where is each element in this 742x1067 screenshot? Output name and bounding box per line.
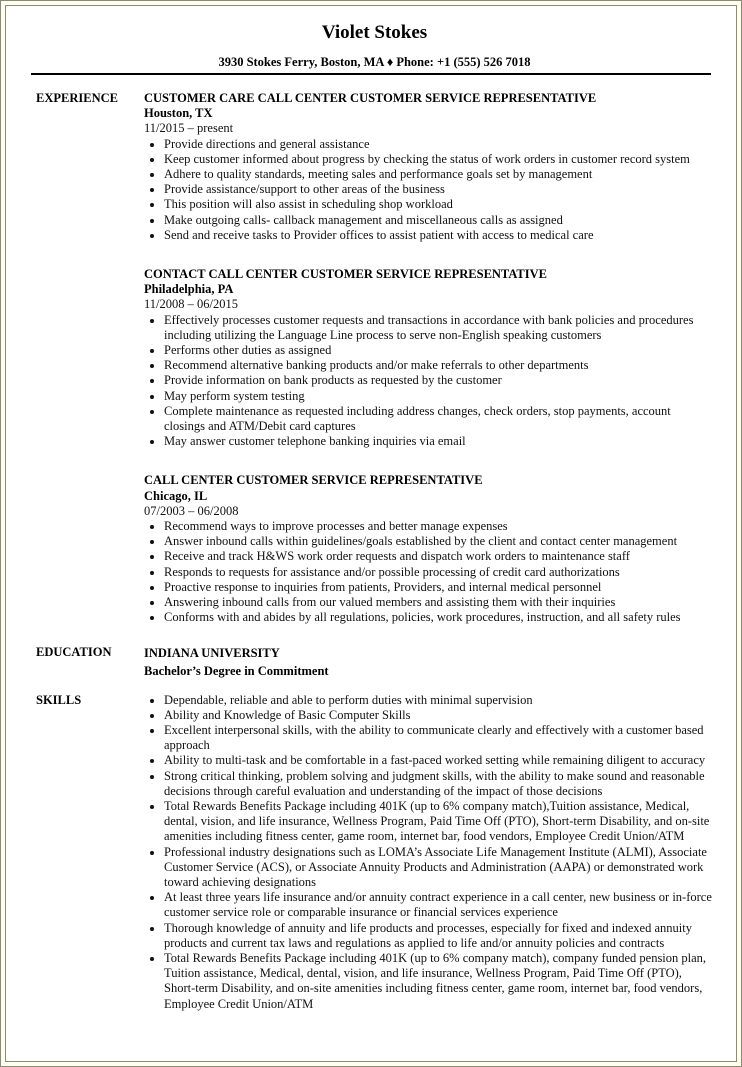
job-location: Philadelphia, PA	[144, 282, 234, 297]
job-bullet-list	[144, 137, 713, 243]
bullet-item: • Excellent interpersonal skills, with the ability to communicate clearly and effectively with a customer based approach	[164, 723, 713, 753]
bullet-item: • Answer inbound calls within guidelines/goals established by the client and contact center management	[164, 534, 713, 549]
job-title: CALL CENTER CUSTOMER SERVICE REPRESENTATIVE	[144, 473, 483, 488]
skills-section-content	[144, 693, 713, 1012]
job-entry	[144, 473, 713, 625]
experience-section-content	[144, 91, 713, 626]
person-name: Violet Stokes	[321, 22, 428, 43]
bullet-item: • Complete maintenance as requested including address changes, check orders, stop payments, account closings and ATM/Debit card captures	[164, 404, 713, 434]
bullet-item: • Performs other duties as assigned	[164, 343, 713, 358]
bullet-item: • Total Rewards Benefits Package including 401K (up to 6% company match), company funded pension plan, Tuition assistance, Medical, dental, vision, and life insurance, Wellness Program, Paid Time Off (PTO), Short-term Disability, and on-site amenities including fitness center, game room, internet bar, food vendors, Employee Credit Union/ATM	[164, 951, 713, 1012]
job-title: CUSTOMER CARE CALL CENTER CUSTOMER SERVICE REPRESENTATIVE	[144, 91, 597, 105]
education-section	[36, 645, 713, 679]
job-bullet-list	[144, 313, 713, 450]
bullet-item: • Ability and Knowledge of Basic Computer Skills	[164, 708, 713, 723]
bullet-item: • Total Rewards Benefits Package including 401K (up to 6% company match),Tuition assistance, Medical, dental, vision, and life insurance, Wellness Program, Paid Time Off (PTO), Short-term Disability, and on-site amenities including fitness center, game room, internet bar, food vendors, Employee Credit Union/ATM	[164, 799, 713, 845]
job-dates: 11/2015 – present	[144, 121, 234, 136]
bullet-item: • At least three years life insurance and/or annuity contract experience in a call center, new business or in-force customer service role or comparable insurance or financial services experience	[164, 890, 713, 920]
bullet-item: • This position will also assist in scheduling shop workload	[164, 197, 713, 212]
contact-line: 3930 Stokes Ferry, Boston, MA ♦ Phone: +1 (555) 526 7018	[218, 55, 531, 69]
header-divider	[31, 73, 711, 75]
bullet-item: • Send and receive tasks to Provider offices to assist patient with access to medical care	[164, 228, 713, 243]
education-section-content	[144, 645, 713, 679]
bullet-item: • Keep customer informed about progress by checking the status of work orders in customer record system	[164, 152, 713, 167]
bullet-item: • Recommend ways to improve processes and better manage expenses	[164, 519, 713, 534]
skills-section	[36, 693, 713, 1012]
bullet-item: • Make outgoing calls- callback management and miscellaneous calls as assigned	[164, 213, 713, 228]
skills-section-label: SKILLS	[36, 692, 82, 707]
resume-document	[5, 5, 737, 1062]
education-section-label: EDUCATION	[36, 644, 112, 659]
bullet-item: • Responds to requests for assistance and/or possible processing of credit card authorizations	[164, 565, 713, 580]
bullet-item: • Proactive response to inquiries from patients, Providers, and internal medical personnel	[164, 580, 713, 595]
bullet-item: • Dependable, reliable and able to perform duties with minimal supervision	[164, 693, 713, 708]
bullet-item: • Conforms with and abides by all regulations, policies, work procedures, instruction, and all safety rules	[164, 610, 713, 625]
job-dates: 11/2008 – 06/2015	[144, 297, 238, 312]
bullet-item: • Ability to multi-task and be comfortable in a fast-paced worked setting while remaining diligent to accuracy	[164, 753, 713, 768]
job-title: CONTACT CALL CENTER CUSTOMER SERVICE REPRESENTATIVE	[144, 267, 548, 282]
experience-section	[36, 91, 713, 626]
skills-bullet-list	[144, 693, 713, 1012]
bullet-item: • Thorough knowledge of annuity and life products and processes, especially for fixed and indexed annuity products and current tax laws and regulations as applied to life and/or annuity policies and contracts	[164, 921, 713, 951]
school-name: INDIANA UNIVERSITY	[144, 645, 280, 660]
bullet-item: • May answer customer telephone banking inquiries via email	[164, 434, 713, 449]
bullet-item: • Professional industry designations such as LOMA’s Associate Life Management Institute (ALMI), Associate Customer Service (ACS), or Associate Annuity Products and Administration (AAPA) or demonstrated work toward achieving designations	[164, 845, 713, 891]
degree-name: Bachelor’s Degree in Commitment	[144, 663, 329, 678]
bullet-item: • Provide information on bank products as requested by the customer	[164, 373, 713, 388]
job-entry	[144, 91, 713, 243]
bullet-item: • Adhere to quality standards, meeting sales and performance goals set by management	[164, 167, 713, 182]
bullet-item: • Provide directions and general assistance	[164, 137, 713, 152]
bullet-item: • Recommend alternative banking products and/or make referrals to other departments	[164, 358, 713, 373]
job-location: Chicago, IL	[144, 488, 208, 503]
bullet-item: • Effectively processes customer requests and transactions in accordance with bank policies and procedures including utilizing the Language Line process to serve non-English speaking customers	[164, 313, 713, 343]
bullet-item: • Answering inbound calls from our valued members and assisting them with their inquiries	[164, 595, 713, 610]
bullet-item: • Receive and track H&WS work order requests and dispatch work orders to maintenance staff	[164, 549, 713, 564]
job-location: Houston, TX	[144, 106, 213, 121]
bullet-item: • May perform system testing	[164, 389, 713, 404]
experience-section-label: EXPERIENCE	[36, 91, 118, 105]
job-dates: 07/2003 – 06/2008	[144, 503, 239, 518]
job-entry	[144, 267, 713, 449]
bullet-item: • Strong critical thinking, problem solving and judgment skills, with the ability to make sound and reasonable decisions through careful evaluation and understanding of the impact of those decisions	[164, 769, 713, 799]
bullet-item: • Provide assistance/support to other areas of the business	[164, 182, 713, 197]
job-bullet-list	[144, 519, 713, 625]
